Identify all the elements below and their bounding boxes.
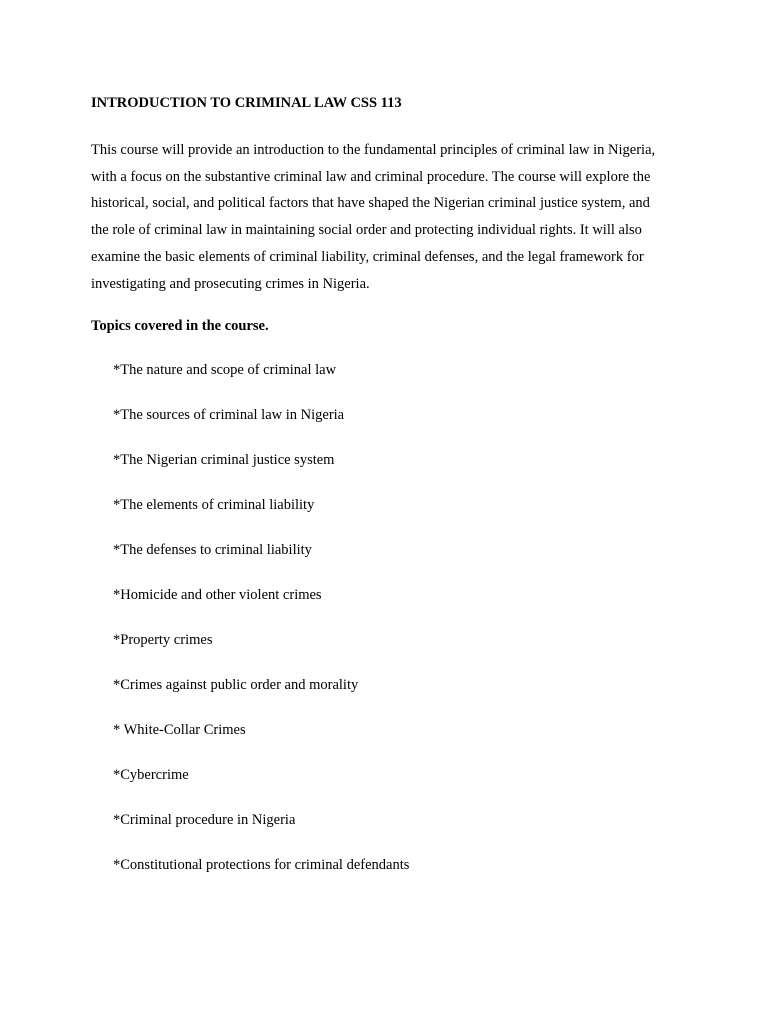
topics-list xyxy=(113,360,409,900)
topic-item: *The nature and scope of criminal law xyxy=(113,362,337,378)
intro-line: the role of criminal law in maintaining social order and protecting individual rights. It will also xyxy=(91,222,642,239)
topic-item: *Property crimes xyxy=(113,632,213,648)
intro-line: with a focus on the substantive criminal law and criminal procedure. The course will explore the xyxy=(91,168,651,185)
intro-line: This course will provide an introduction to the fundamental principles of criminal law in Nigeria, xyxy=(91,142,656,158)
topic-item: *The sources of criminal law in Nigeria xyxy=(113,407,345,423)
topic-item: *The Nigerian criminal justice system xyxy=(113,452,335,468)
topic-item: *Homicide and other violent crimes xyxy=(113,587,322,603)
intro-paragraph xyxy=(91,137,691,297)
intro-line: historical, social, and political factors that have shaped the Nigerian criminal justice system, and xyxy=(91,195,650,212)
document-title: INTRODUCTION TO CRIMINAL LAW CSS 113 xyxy=(91,95,402,111)
topic-item: *The defenses to criminal liability xyxy=(113,542,312,558)
intro-line: investigating and prosecuting crimes in Nigeria. xyxy=(91,275,370,292)
topic-item: *Cybercrime xyxy=(113,767,189,783)
topic-item: *Constitutional protections for criminal defendants xyxy=(113,857,410,873)
topic-item: *The elements of criminal liability xyxy=(113,497,315,513)
topic-item: * White-Collar Crimes xyxy=(113,722,246,738)
intro-line: examine the basic elements of criminal liability, criminal defenses, and the legal framework for xyxy=(91,248,644,265)
topic-item: *Crimes against public order and morality xyxy=(113,677,359,693)
topics-heading: Topics covered in the course. xyxy=(91,318,269,334)
topic-item: *Criminal procedure in Nigeria xyxy=(113,812,296,828)
